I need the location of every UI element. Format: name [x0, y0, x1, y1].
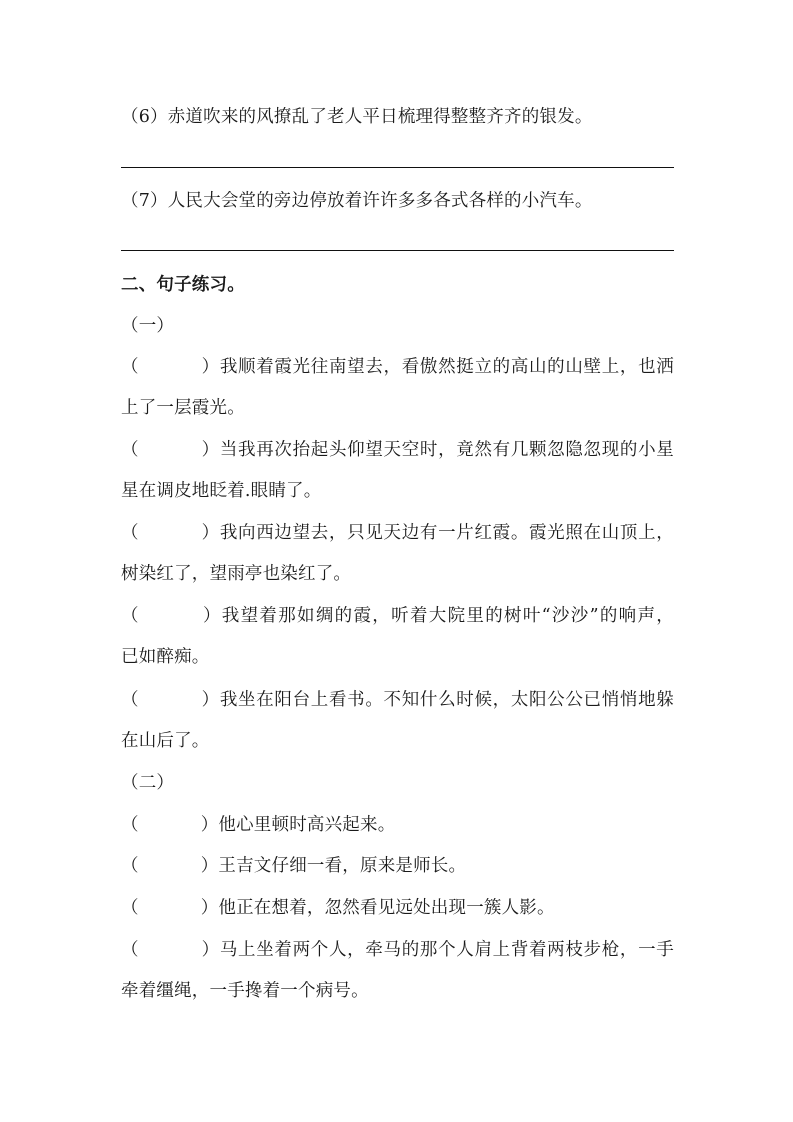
- part-label-2: （二）: [121, 773, 175, 793]
- blank-close-paren: ）: [201, 357, 220, 377]
- answer-line-7: [121, 250, 674, 251]
- exercise-item-6: [121, 106, 674, 128]
- ordering-item: [121, 605, 674, 627]
- ordering-item: [121, 939, 674, 961]
- blank-open-paren: （: [121, 523, 140, 543]
- sentence-text: 他心里顿时高兴起来。: [218, 815, 396, 835]
- blank-open-paren: （: [121, 606, 140, 626]
- blank-close-paren: ）: [200, 856, 219, 876]
- item-text: 人民大会堂的旁边停放着许许多多各式各样的小汽车。: [167, 191, 593, 211]
- sentence-text: 我向西边望去，只见天边有一片红霞。霞光照在山顶上，: [219, 523, 674, 543]
- sentence-text: 我顺着霞光往南望去，看傲然挺立的高山的山壁上，也洒: [219, 357, 674, 377]
- blank-open-paren: （: [121, 815, 139, 835]
- blank-open-paren: （: [121, 898, 139, 918]
- sentence-text: 马上坐着两个人，牵马的那个人肩上背着两枝步枪，一手: [219, 940, 674, 960]
- blank-close-paren: ）: [201, 606, 222, 626]
- ordering-item: [121, 855, 674, 877]
- sentence-continuation: 已如醉痴。: [121, 647, 210, 667]
- blank-open-paren: （: [121, 940, 140, 960]
- sentence-continuation: 星在调皮地眨着.眼睛了。: [121, 481, 322, 501]
- sentence-continuation: 上了一层霞光。: [121, 398, 245, 418]
- sentence-text: 他正在想着，忽然看见远处出现一簇人影。: [218, 898, 555, 918]
- ordering-item: [121, 897, 674, 919]
- sentence-text: 王吉文仔细一看，原来是师长。: [218, 856, 467, 876]
- blank-open-paren: （: [121, 357, 140, 377]
- sentence-text: 我坐在阳台上看书。不知什么时候，太阳公公已悄悄地躲: [219, 690, 674, 710]
- blank-open-paren: （: [121, 440, 140, 460]
- blank-close-paren: ）: [200, 815, 219, 835]
- sentence-continuation: 在山后了。: [121, 731, 210, 751]
- answer-line-6: [121, 167, 674, 168]
- blank-close-paren: ）: [201, 523, 220, 543]
- item-number: （7）: [121, 191, 168, 211]
- ordering-item: [121, 522, 674, 544]
- item-text: 赤道吹来的风撩乱了老人平日梳理得整整齐齐的银发。: [167, 107, 593, 127]
- section-heading: 二、句子练习。: [121, 275, 245, 295]
- blank-close-paren: ）: [201, 690, 220, 710]
- exercise-item-7: [121, 190, 674, 212]
- ordering-item: [121, 356, 674, 378]
- ordering-item: [121, 689, 674, 711]
- blank-close-paren: ）: [201, 940, 220, 960]
- item-number: （6）: [121, 107, 168, 127]
- blank-close-paren: ）: [200, 898, 219, 918]
- sentence-continuation: 牵着缰绳，一手搀着一个病号。: [121, 981, 369, 1001]
- blank-close-paren: ）: [201, 440, 220, 460]
- sentence-continuation: 树染红了，望雨亭也染红了。: [121, 564, 352, 584]
- ordering-item: [121, 814, 674, 836]
- blank-open-paren: （: [121, 856, 139, 876]
- ordering-item: [121, 439, 674, 461]
- sentence-text: 当我再次抬起头仰望天空时，竟然有几颗忽隐忽现的小星: [219, 440, 674, 460]
- sentence-text: 我望着那如绸的霞，听着大院里的树叶“沙沙”的响声，: [221, 606, 674, 626]
- part-label-1: （一）: [121, 316, 175, 336]
- blank-open-paren: （: [121, 690, 140, 710]
